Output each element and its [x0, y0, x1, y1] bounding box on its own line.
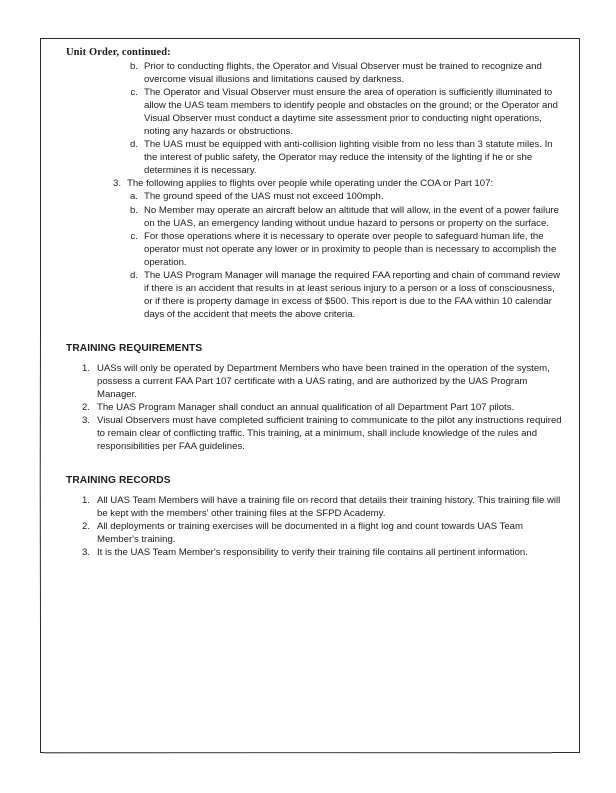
scan-artifact-left — [39, 330, 41, 630]
heading-gap — [66, 487, 562, 494]
list-text: All UAS Team Members will have a training file on record that details their training history. This training file will be kept with the members' other training files at the SFPD Academy. — [97, 495, 561, 520]
list-item — [66, 414, 562, 453]
list-text: The UAS Program Manager will manage the required FAA reporting and chain of command review if there is an accident that results in at least serious injury to a person or a loss of consciousness, or if there is property damage in excess of $500. This report is due to the FAA within 10 calendar days of the accident that meets the above criteria. — [144, 269, 561, 320]
list-text: The UAS Program Manager shall conduct an annual qualification of all Department Part 107 pilots. — [97, 402, 515, 414]
list-marker: a. — [130, 191, 138, 203]
list-item — [66, 494, 562, 520]
list-marker: 3. — [82, 547, 90, 559]
list-item — [66, 520, 562, 546]
list-item — [66, 269, 562, 321]
list-marker: 3. — [113, 178, 121, 190]
list-text: UASs will only be operated by Department Members who have been trained in the operation of the system, possess a current FAA Part 107 certificate with a UAS rating, and are authorized by the UAS Program Manager. — [97, 362, 550, 401]
list-item — [66, 138, 562, 177]
list-item — [66, 86, 562, 138]
list-text: It is the UAS Team Member's responsibility to verify their training file contains all pertinent information. — [97, 547, 528, 559]
list-marker: b. — [130, 204, 138, 216]
list-item — [66, 362, 562, 401]
unit-order-alpha-list-top — [66, 60, 562, 177]
list-marker: d. — [130, 269, 138, 281]
list-item — [66, 546, 562, 559]
list-item — [66, 60, 562, 86]
list-item — [66, 204, 562, 230]
section-gap — [66, 453, 562, 474]
scan-artifact-bottom — [44, 752, 552, 754]
list-marker: 1. — [82, 495, 90, 507]
list-marker: 3. — [82, 415, 90, 427]
list-marker: 2. — [82, 521, 90, 533]
list-text: Prior to conducting flights, the Operator and Visual Observer must be trained to recognize and overcome visual illusions and limitations caused by darkness. — [144, 61, 542, 86]
list-text: The UAS must be equipped with anti-collision lighting visible from no less than 3 statute miles. In the interest of public safety, the Operator may reduce the intensity of the lighting if he or she determines it is necessary. — [144, 139, 553, 177]
list-text: For those operations where it is necessary to operate over people to safeguard human life, the operator must not operate any lower or in proximity to people than is necessary to accomplish the operation. — [144, 230, 557, 268]
list-text: The following applies to flights over people while operating under the COA or Part 107: — [127, 178, 494, 190]
list-marker: c. — [130, 87, 138, 99]
continued-header: Unit Order, continued: — [66, 47, 171, 58]
list-marker: d. — [130, 139, 138, 151]
training-requirements-list — [66, 362, 562, 453]
heading-gap — [66, 355, 562, 362]
list-item — [66, 401, 562, 414]
list-marker: 2. — [82, 402, 90, 414]
list-text: Visual Observers must have completed sufficient training to communicate to the pilot any instructions required to remain clear of conflicting traffic. This training, at a minimum, shall include knowledge of the rules and responsibilities per FAA guidelines. — [97, 415, 562, 453]
training-records-list — [66, 494, 562, 559]
section-heading-training-records: TRAINING RECORDS — [66, 475, 171, 487]
document-body — [66, 46, 562, 560]
list-text: The Operator and Visual Observer must ensure the area of operation is sufficiently illuminated to allow the UAS team members to identify people and obstacles on the ground; or the Operator and Visual Observer must conduct a daytime site assessment prior to conducting night operations, noting any hazards or obstructions. — [144, 87, 558, 138]
list-marker: 1. — [82, 362, 90, 374]
list-item — [66, 190, 562, 203]
list-marker: b. — [130, 61, 138, 72]
list-item-3 — [66, 177, 562, 190]
list-text: The ground speed of the UAS must not exceed 100mph. — [144, 191, 384, 203]
list-marker: c. — [130, 230, 138, 242]
section-gap — [66, 321, 562, 342]
list-text: No Member may operate an aircraft below an altitude that will allow, in the event of a power failure on the UAS, an emergency landing without undue hazard to persons or property on the surface. — [144, 204, 559, 229]
list-item — [66, 230, 562, 269]
section-heading-training-requirements: TRAINING REQUIREMENTS — [66, 342, 203, 354]
list-text: All deployments or training exercises will be documented in a flight log and count towards UAS Team Member's training. — [97, 521, 523, 546]
unit-order-item3-sublist — [66, 190, 562, 320]
